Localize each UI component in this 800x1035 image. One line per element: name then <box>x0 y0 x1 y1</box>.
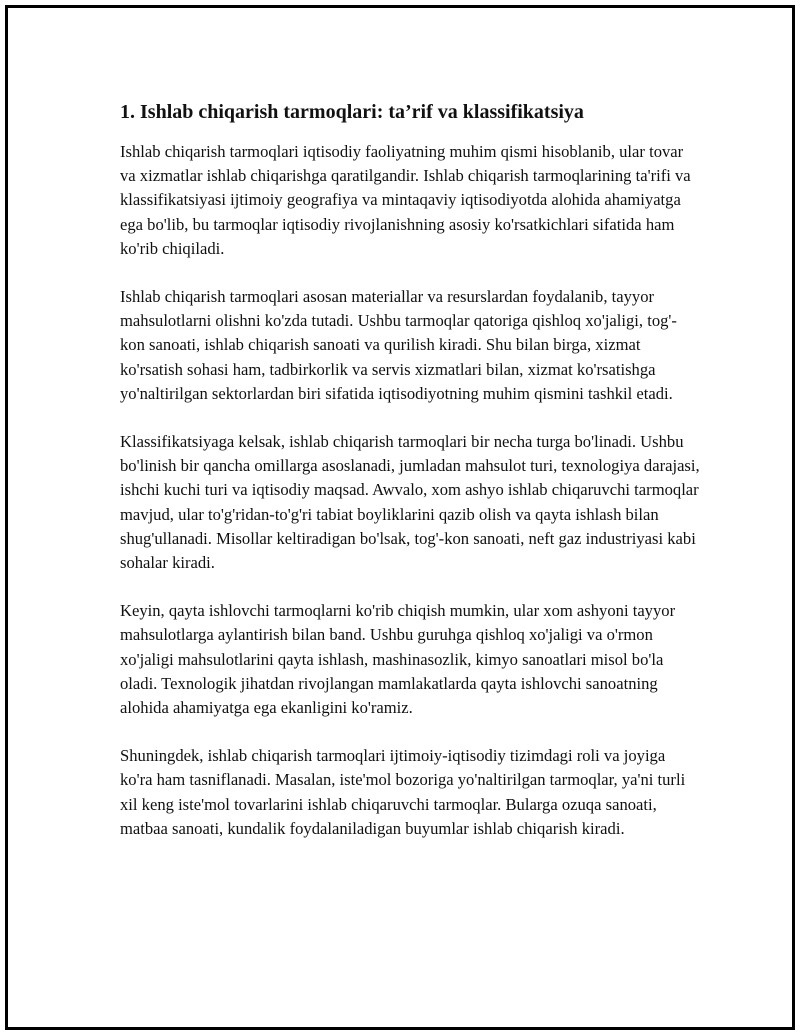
document-page <box>5 5 795 1030</box>
paragraph-definition: Ishlab chiqarish tarmoqlari iqtisodiy faoliyatning muhim qismi hisoblanib, ular tovar va xizmatlar ishlab chiqarishga qaratilgandir. Ishlab chiqarish tarmoqlarining ta'rifi va klassifikatsiyasi ijtimoiy geografiya va mintaqaviy iqtisodiyotda alohida ahamiyatga ega bo'lib, bu tarmoqlar iqtisodiy rivojlanishning asosiy ko'rsatkichlari sifatida ham ko'rib chiqiladi. <box>120 142 691 258</box>
paragraph-classification: Klassifikatsiyaga kelsak, ishlab chiqarish tarmoqlari bir necha turga bo'linadi. Ushbu bo'linish bir qancha omillarga asoslanadi, jumladan mahsulot turi, texnologiya darajasi, ishchi kuchi turi va iqtisodiy maqsad. Awvalo, xom ashyo ishlab chiqaruvchi tarmoqlar mavjud, ular to'g'ridan-to'g'ri tabiat boyliklarini qazib olish va qayta ishlash bilan shug'ullanadi. Misollar keltiradigan bo'lsak, tog'-kon sanoati, neft gaz industriyasi kabi sohalar kiradi. <box>120 432 700 573</box>
paragraph-resources: Ishlab chiqarish tarmoqlari asosan materiallar va resurslardan foydalanib, tayyor mahsulotlarni olishni ko'zda tutadi. Ushbu tarmoqlar qatoriga qishloq xo'jaligi, tog'-kon sanoati, ishlab chiqarish sanoati va qurilish kiradi. Shu bilan birga, xizmat ko'rsatish sohasi ham, tadbirkorlik va servis xizmatlari bilan, xizmat ko'rsatishga yo'naltirilgan sektorlardan biri sifatida iqtisodiyotning muhim qismini tashkil etadi. <box>120 287 677 403</box>
section-heading: 1. Ishlab chiqarish tarmoqlari: ta’rif va klassifikatsiya <box>120 101 584 123</box>
paragraph-processing: Keyin, qayta ishlovchi tarmoqlarni ko'rib chiqish mumkin, ular xom ashyoni tayyor mahsulotlarga aylantirish bilan band. Ushbu guruhga qishloq xo'jaligi va o'rmon xo'jaligi mahsulotlarini qayta ishlash, mashinasozlik, kimyo sanoatlari misol bo'la oladi. Texnologik jihatdan rivojlangan mamlakatlarda qayta ishlovchi sanoatning alohida ahamiyatga ega ekanligini ko'ramiz. <box>120 601 676 718</box>
paragraph-consumer: Shuningdek, ishlab chiqarish tarmoqlari ijtimoiy-iqtisodiy tizimdagi roli va joyiga ko'ra ham tasniflanadi. Masalan, iste'mol bozoriga yo'naltirilgan tarmoqlar, ya'ni turli xil keng iste'mol tovarlarini ishlab chiqaruvchi tarmoqlar. Bularga ozuqa sanoati, matbaa sanoati, kundalik foydalaniladigan buyumlar ishlab chiqarish kiradi. <box>120 746 686 838</box>
document-body <box>120 98 700 865</box>
